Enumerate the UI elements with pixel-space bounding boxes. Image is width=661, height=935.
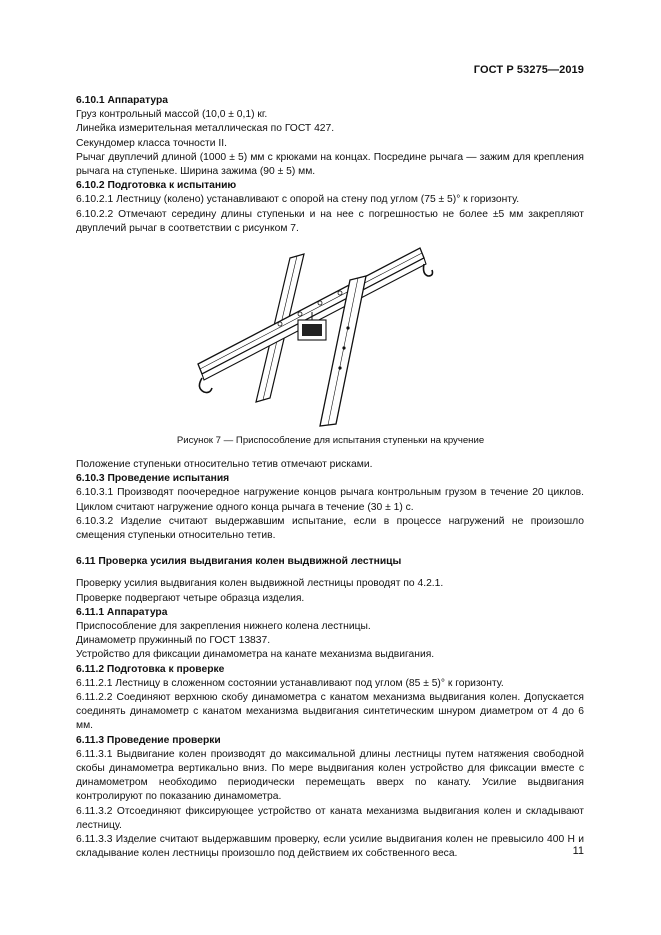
heading-6-11: 6.11 Проверка усилия выдвигания колен выдвижной лестницы: [76, 556, 402, 568]
paragraph: Приспособление для закрепления нижнего колена лестницы.: [76, 621, 371, 633]
paragraph: Проверку усилия выдвигания колен выдвижной лестницы проводят по 4.2.1.: [76, 578, 444, 590]
heading-6-11-1: 6.11.1 Аппаратура: [76, 606, 168, 618]
heading-6-11-2: 6.11.2 Подготовка к проверке: [76, 663, 225, 675]
heading-6-11-3: 6.11.3 Проведение проверки: [76, 734, 221, 746]
heading-6-10-3: 6.10.3 Проведение испытания: [76, 473, 230, 485]
paragraph: Груз контрольный массой (10,0 ± 0,1) кг.: [76, 109, 268, 121]
paragraph: Секундомер класса точности II.: [76, 137, 227, 149]
paragraph: Линейка измерительная металлическая по ГОСТ 427.: [76, 123, 335, 135]
figure-7-ladder-step-torsion-fixture: [180, 228, 480, 428]
heading-6-10-1: 6.10.1 Аппаратура: [76, 95, 169, 106]
paragraph: Динамометр пружинный по ГОСТ 13837.: [76, 635, 271, 647]
paragraph: 6.10.2.2 Отмечают середину длины ступеньки и на нее с погрешностью не более ±5 мм закрепляют двуплечий рычаг в соответствии с рисунком 7.: [76, 208, 584, 234]
paragraph: 6.11.2.1 Лестницу в сложенном состоянии устанавливают под углом (85 ± 5)° к горизонту.: [76, 677, 504, 689]
paragraph: Устройство для фиксации динамометра на канате механизма выдвигания.: [76, 649, 435, 661]
document-code: ГОСТ Р 53275—2019: [473, 64, 584, 76]
figure-caption: Рисунок 7 — Приспособление для испытания ступеньки на кручение: [176, 435, 485, 446]
paragraph: Проверке подвергают четыре образца изделия.: [76, 592, 305, 604]
paragraph: 6.10.3.2 Изделие считают выдержавшим испытание, если в процессе нагружений не произошло смещения ступеньки относительно тетив.: [76, 515, 584, 542]
paragraph: 6.10.3.1 Производят поочередное нагружение концов рычага контрольным грузом в течение 20 циклов. Циклом считают нагружение одного конца рычага в течение (30 ± 1) с.: [76, 487, 584, 513]
heading-6-10-2: 6.10.2 Подготовка к испытанию: [76, 180, 237, 192]
paragraph: 6.11.3.3 Изделие считают выдержавшим проверку, если усилие выдвигания колен не превысило 400 Н и складывание колен лестницы произошло под действием их собственного веса.: [76, 834, 584, 860]
paragraph: 6.11.3.1 Выдвигание колен производят до максимальной длины лестницы путем натяжения свободной скобы динамометра вертикально вниз. По мере выдвигания колен устройство для фиксации вместе с динамометром необходимо периодически перемещать вверх по канату. Усилие выдвигания контролируют по показанию динамометра.: [76, 748, 584, 803]
paragraph: 6.11.3.2 Отсоединяют фиксирующее устройство от каната механизма выдвигания колен и складывают лестницу.: [76, 805, 584, 831]
paragraph: Положение ступеньки относительно тетив отмечают рисками.: [76, 459, 373, 470]
paragraph: 6.11.2.2 Соединяют верхнюю скобу динамометра с канатом механизма выдвигания колен. Допускается соединять динамометр с канатом механизма выдвигания синтетическим шнуром диаметром от 4 до 6 мм.: [76, 692, 584, 732]
paragraph: Рычаг двуплечий длиной (1000 ± 5) мм с крюками на концах. Посредине рычага — зажим для крепления рычага на ступеньке. Ширина зажима (90 ± 5) мм.: [76, 151, 584, 178]
paragraph: 6.10.2.1 Лестницу (колено) устанавливают с опорой на стену под углом (75 ± 5)° к горизонту.: [76, 194, 520, 206]
upper-text-block: [76, 94, 584, 236]
lower-text-block: [76, 458, 584, 861]
page-number: 11: [572, 845, 584, 857]
